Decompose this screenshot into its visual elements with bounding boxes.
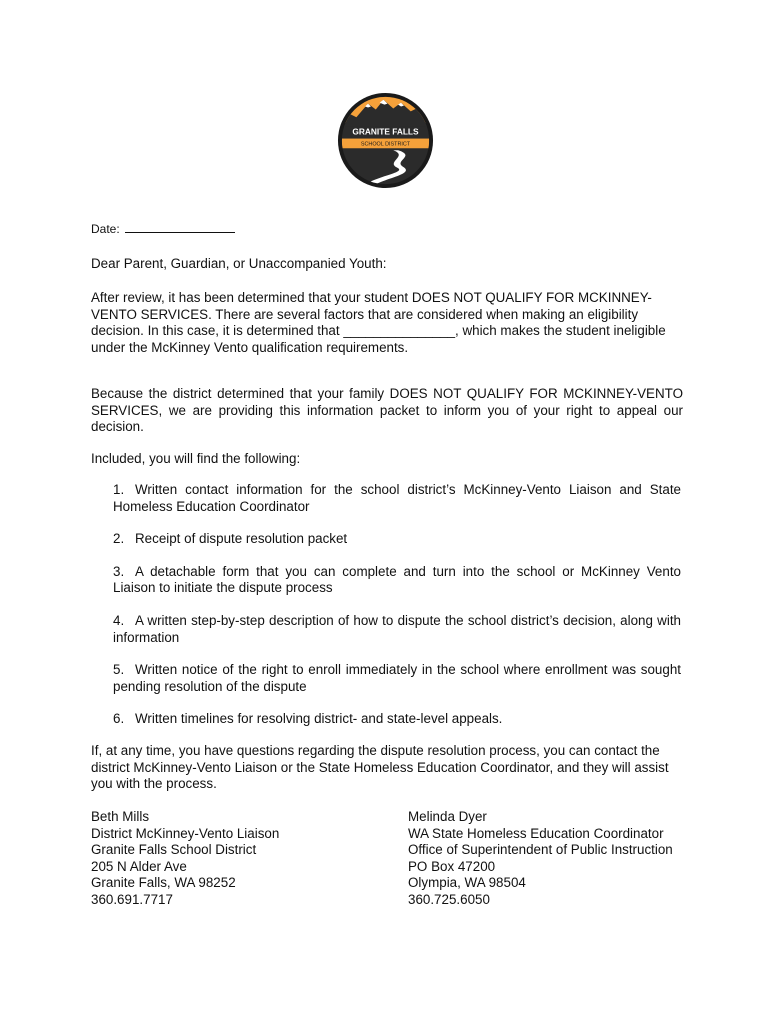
contact-address-line2: Granite Falls, WA 98252 [91, 875, 236, 891]
list-item [113, 613, 681, 646]
district-liaison-contact [91, 809, 391, 909]
contact-name: Beth Mills [91, 809, 150, 824]
list-item-text: A detachable form that you can complete and turn into the school or McKinney Vento Liaison to initiate the dispute process [113, 563, 681, 596]
contact-phone: 360.725.6050 [408, 891, 490, 907]
logo-line1: GRANITE FALLS [352, 126, 419, 137]
state-coordinator-contact [408, 809, 708, 909]
contact-address-line2: Olympia, WA 98504 [408, 875, 526, 891]
contact-title: WA State Homeless Education Coordinator [408, 825, 664, 841]
list-item [113, 564, 681, 597]
list-item-number: 4. [113, 612, 125, 628]
contact-title: District McKinney-Vento Liaison [91, 825, 280, 841]
date-field [91, 221, 235, 238]
list-item-text: A written step-by-step description of how to dispute the school district’s decision, along with information [113, 612, 681, 645]
list-item-text: Receipt of dispute resolution packet [135, 531, 348, 547]
included-items-list [113, 482, 681, 744]
date-blank-line [125, 222, 235, 233]
list-item-number: 6. [113, 711, 125, 727]
list-item-number: 3. [113, 563, 125, 579]
appeal-rights-paragraph: Because the district determined that your family DOES NOT QUALIFY FOR MCKINNEY-VENTO SERVICES, we are providing this information packet to inform you of your right to appeal our decision. [91, 386, 683, 435]
contact-organization: Granite Falls School District [91, 842, 257, 858]
list-item-number: 1. [113, 482, 125, 497]
included-intro: Included, you will find the following: [91, 451, 301, 466]
list-item [113, 531, 681, 548]
list-item [113, 482, 681, 515]
greeting: Dear Parent, Guardian, or Unaccompanied Youth: [91, 256, 387, 271]
district-logo [337, 92, 434, 189]
eligibility-paragraph: After review, it has been determined that your student DOES NOT QUALIFY FOR MCKINNEY-VENTO SERVICES. There are several factors that are considered when making an eligibility decision. In this case, it is determined that _______________, which makes the student ineligible under the McKinney Vento qualification requirements. [91, 290, 666, 355]
list-item-number: 2. [113, 531, 125, 547]
list-item [113, 662, 681, 695]
contact-address-line1: 205 N Alder Ave [91, 858, 187, 874]
logo-line2: SCHOOL DISTRICT [360, 141, 411, 148]
list-item-text: Written contact information for the school district’s McKinney-Vento Liaison and State Homeless Education Coordinator [113, 482, 681, 514]
list-item-text: Written notice of the right to enroll immediately in the school where enrollment was sought pending resolution of the dispute [113, 662, 681, 694]
date-label: Date: [91, 222, 120, 236]
contact-info-paragraph: If, at any time, you have questions regarding the dispute resolution process, you can contact the district McKinney-Vento Liaison or the State Homeless Education Coordinator, and they will assist you with the process. [91, 743, 669, 792]
list-item [113, 711, 681, 728]
contact-organization: Office of Superintendent of Public Instruction [408, 842, 673, 858]
list-item-number: 5. [113, 662, 125, 678]
contact-name: Melinda Dyer [408, 809, 487, 824]
contact-address-line1: PO Box 47200 [408, 858, 496, 874]
contact-phone: 360.691.7717 [91, 891, 173, 907]
list-item-text: Written timelines for resolving district- and state-level appeals. [135, 711, 503, 727]
